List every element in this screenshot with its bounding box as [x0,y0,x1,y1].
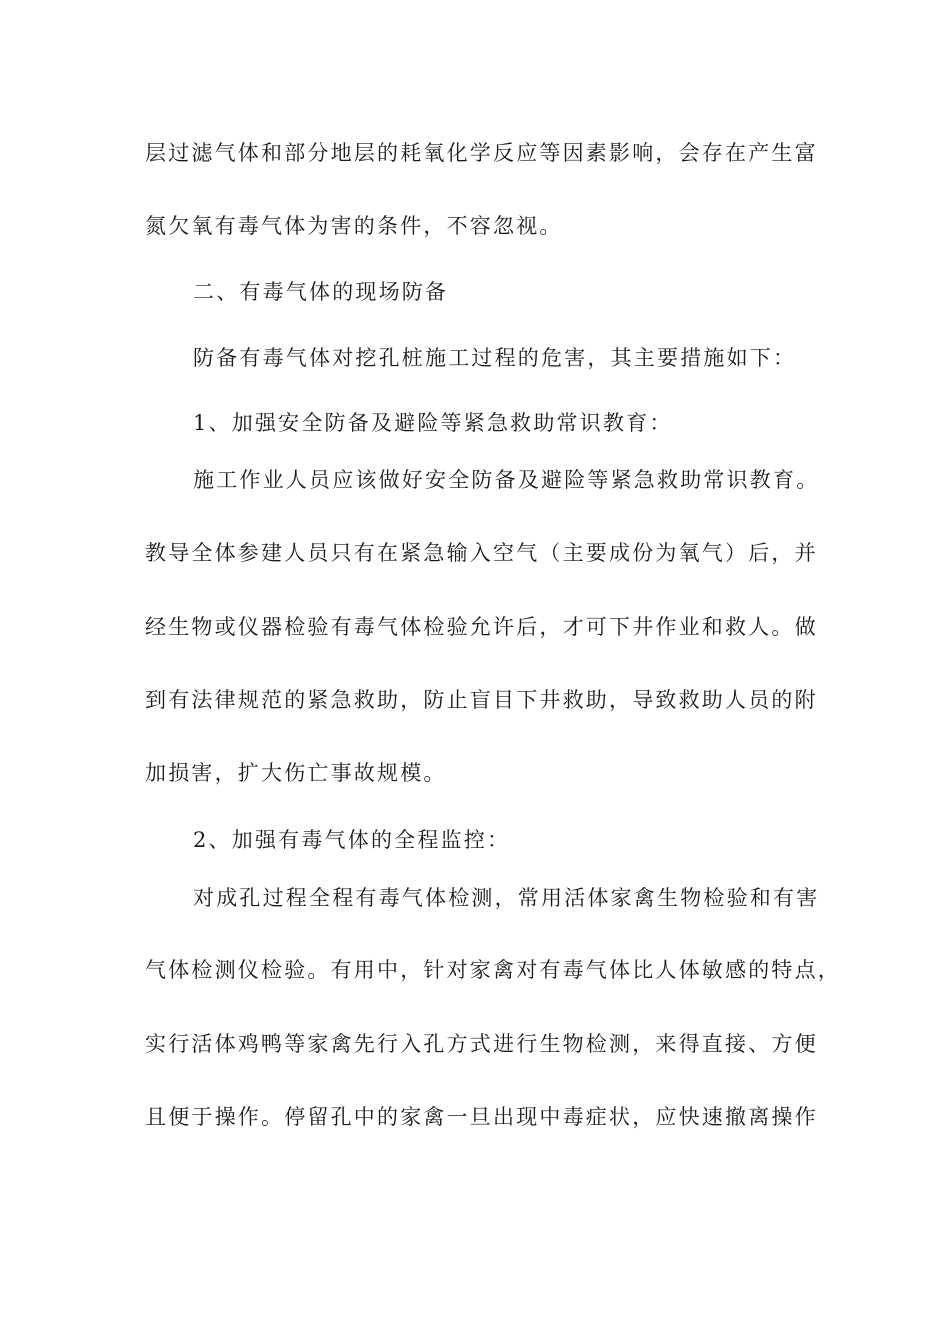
paragraph-line: 施工作业人员应该做好安全防备及避险等紧急救助常识教育。 [193,468,820,492]
subsection-heading: 1、加强安全防备及避险等紧急救助常识教育： [193,411,673,435]
paragraph-line: 层过滤气体和部分地层的耗氧化学反应等因素影响，会存在产生富 [145,141,818,165]
paragraph-line: 加损害，扩大伤亡事故规模。 [145,761,447,785]
paragraph-line: 到有法律规范的紧急救助，防止盲目下井救助，导致救助人员的附 [145,688,818,712]
paragraph-line: 氮欠氧有毒气体为害的条件，不容忽视。 [145,214,563,238]
paragraph-line: 教导全体参建人员只有在紧急输入空气（主要成份为氧气）后，并 [145,541,818,565]
subsection-heading: 2、加强有毒气体的全程监控： [193,828,511,852]
paragraph-line: 实行活体鸡鸭等家禽先行入孔方式进行生物检测，来得直接、方便 [145,1032,818,1056]
paragraph-line: 经生物或仪器检验有毒气体检验允许后，才可下井作业和救人。做 [145,615,818,639]
paragraph-line: 防备有毒气体对挖孔桩施工过程的危害，其主要措施如下： [193,346,797,370]
paragraph-line: 气体检测仪检验。有用中，针对家禽对有毒气体比人体敏感的特点， [145,958,841,982]
section-heading: 二、有毒气体的现场防备 [193,280,449,304]
paragraph-line: 且便于操作。停留孔中的家禽一旦出现中毒症状，应快速撤离操作 [145,1105,818,1129]
paragraph-line: 对成孔过程全程有毒气体检测，常用活体家禽生物检验和有害 [193,886,820,910]
